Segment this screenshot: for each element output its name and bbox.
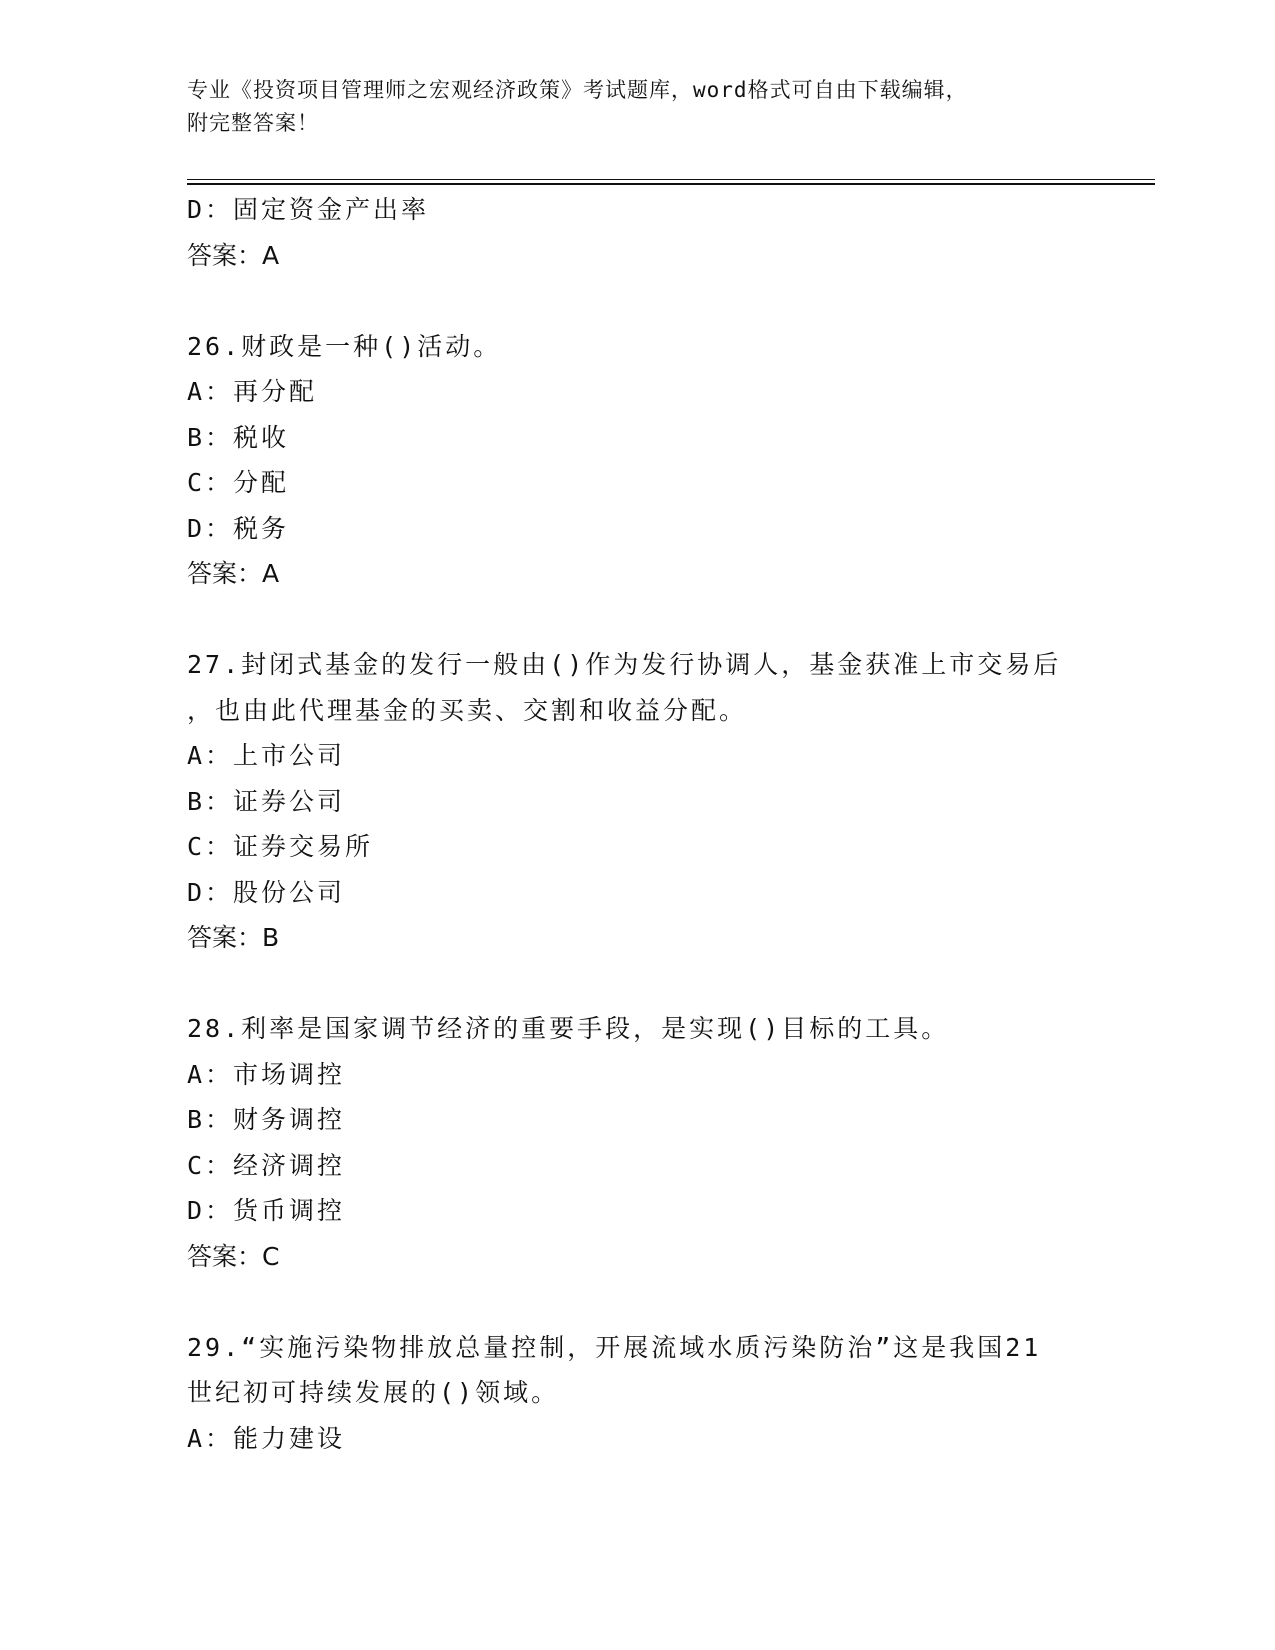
spacer: [187, 597, 1087, 643]
question-29: [187, 1325, 1087, 1462]
question-28: [187, 1006, 1087, 1279]
option-c: C：经济调控: [187, 1150, 346, 1180]
answer: 答案：B: [187, 923, 280, 952]
question-list: [187, 187, 1087, 1461]
question-stem-line-2: ，也由此代理基金的买卖、交割和收益分配。: [187, 695, 748, 725]
option-d: D：固定资金产出率: [187, 195, 430, 224]
option-b: B：财务调控: [187, 1105, 346, 1134]
option-c: C：分配: [187, 468, 290, 497]
header-line-2: 附完整答案！: [187, 111, 319, 135]
spacer: [187, 961, 1087, 1007]
option-d: D：货币调控: [187, 1196, 346, 1225]
question-stem: 26.财政是一种()活动。: [187, 331, 502, 361]
answer: 答案：A: [187, 559, 280, 588]
option-a: A：再分配: [187, 377, 318, 406]
option-a: A：上市公司: [187, 741, 346, 770]
answer: 答案：C: [187, 1241, 280, 1271]
document-header: [187, 74, 1087, 140]
option-d: D：股份公司: [187, 877, 346, 907]
question-stem: 28.利率是国家调节经济的重要手段，是实现()目标的工具。: [187, 1014, 950, 1043]
header-divider-thick: [187, 183, 1155, 185]
option-c: C：证券交易所: [187, 832, 374, 861]
header-divider-thin: [187, 179, 1155, 180]
header-line-1: 专业《投资项目管理师之宏观经济政策》考试题库，word格式可自由下载编辑，: [187, 78, 968, 102]
option-d: D：税务: [187, 513, 290, 543]
option-a: A：市场调控: [187, 1059, 346, 1089]
option-b: B：税收: [187, 422, 290, 452]
spacer: [187, 278, 1087, 324]
option-a: A：能力建设: [187, 1423, 346, 1453]
question-stem-line-1: 29.“实施污染物排放总量控制，开展流域水质污染防治”这是我国21: [187, 1332, 1042, 1362]
option-b: B：证券公司: [187, 786, 346, 816]
question-27: [187, 642, 1087, 961]
question-26: [187, 324, 1087, 597]
answer: 答案：A: [187, 240, 280, 270]
question-stem-line-2: 世纪初可持续发展的()领域。: [187, 1378, 560, 1407]
question-stem-line-1: 27.封闭式基金的发行一般由()作为发行协调人，基金获准上市交易后: [187, 650, 1062, 679]
question-25: [187, 187, 1087, 278]
spacer: [187, 1279, 1087, 1325]
